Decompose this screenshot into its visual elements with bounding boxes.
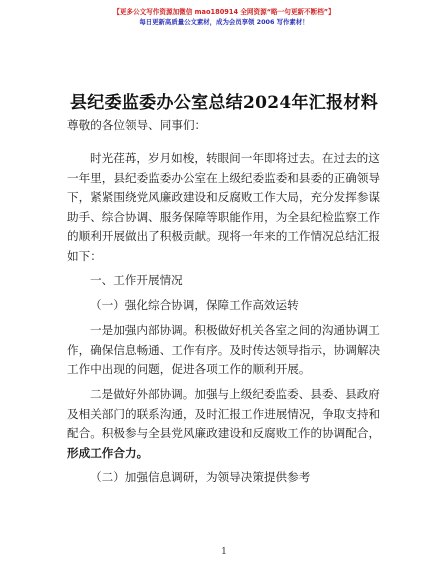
- intro-line-2: 一年里，县纪委监委办公室在上级纪委监委和县委的正确领导: [67, 171, 381, 185]
- para-2-line-1: 二是做好外部协调。加强与上级纪委监委、县委、县政府: [90, 387, 380, 401]
- promo-banner-line-2: 每日更新高质量公文素材，成为会员享领 2006 写作素材！: [139, 18, 309, 26]
- salutation: 尊敬的各位领导、同事们：: [67, 118, 207, 132]
- para-2-line-2: 及相关部门的联系沟通，及时汇报工作进展情况，争取支持和: [67, 407, 381, 421]
- intro-line-4: 助手、综合协调、服务保障等职能作用，为全县纪检监察工作: [67, 210, 381, 224]
- section-1-heading: 一、工作开展情况: [90, 273, 183, 287]
- para-1-line-3: 工作中出现的问题，促进各项工作的顺利开展。: [67, 362, 311, 376]
- page-number: 1: [221, 547, 227, 557]
- intro-line-5: 的顺利开展做出了积极贡献。现将一年来的工作情况总结汇报: [67, 229, 381, 243]
- para-2-line-3: 配合。积极参与全县党风廉政建设和反腐败工作的协调配合，: [67, 426, 381, 440]
- document-title: 县纪委监委办公室总结2024年汇报材料: [69, 93, 378, 113]
- promo-banner-line-1: 【更多公文写作资源加微信 mao180914 全网资源“略一句更新不断档”】: [113, 8, 335, 16]
- subsection-2-heading: （二）加强信息调研，为领导决策提供参考: [90, 470, 311, 484]
- para-2-line-4: 形成工作合力。: [67, 446, 149, 460]
- subsection-1-heading: （一）强化综合协调，保障工作高效运转: [90, 298, 299, 312]
- intro-line-3: 下，紧紧围绕党风廉政建设和反腐败工作大局，充分发挥参谋: [67, 190, 381, 204]
- para-1-line-2: 作，确保信息畅通、工作有序。及时传达领导指示，协调解决: [67, 343, 381, 357]
- intro-line-6: 如下：: [67, 249, 102, 263]
- intro-line-1: 时光荏苒，岁月如梭，转眼间一年即将过去。在过去的这: [90, 151, 380, 165]
- para-1-line-1: 一是加强内部协调。积极做好机关各室之间的沟通协调工: [90, 323, 380, 337]
